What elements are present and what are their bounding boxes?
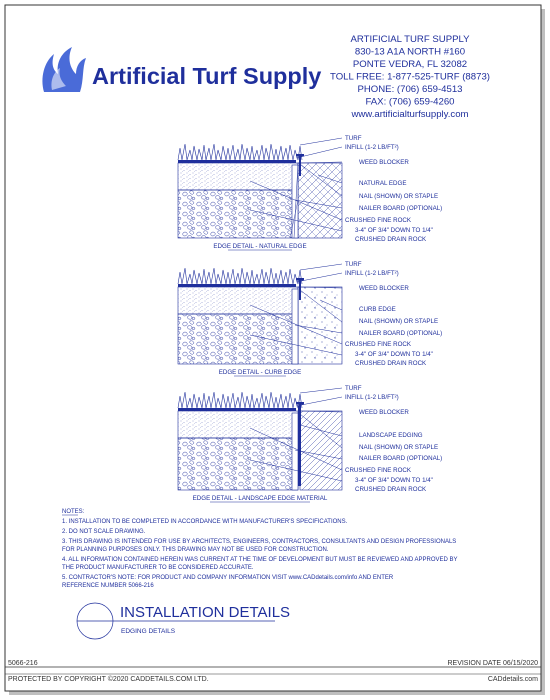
label-infill: INFILL (1-2 LB/FT²): [345, 394, 399, 401]
label-nailer-board: NAILER BOARD (OPTIONAL): [359, 330, 443, 337]
detail-caption: EDGE DETAIL - NATURAL EDGE: [213, 243, 307, 250]
drain-rock-layer: [178, 438, 298, 490]
note-line: 3. THIS DRAWING IS INTENDED FOR USE BY ARCHITECTS, ENGINEERS, CONTRACTORS, CONSULTANTS AND DESIGN PROFESSIONALS: [62, 539, 457, 545]
contact-line: TOLL FREE: 1-877-525-TURF (8873): [330, 71, 490, 83]
contact-website: www.artificialturfsupply.com: [351, 109, 469, 120]
note-line: 4. ALL INFORMATION CONTAINED HEREIN WAS CURRENT AT THE TIME OF DEVELOPMENT BUT MUST BE REVIEWED AND APPROVED BY: [62, 557, 458, 563]
drain-rock-layer: [178, 190, 298, 238]
label-infill: INFILL (1-2 LB/FT²): [345, 144, 399, 151]
label-fine-rock: CRUSHED FINE ROCK: [345, 467, 412, 474]
crushed-fine-rock-layer: [178, 287, 298, 314]
contact-line: 830-13 A1A NORTH #160: [354, 46, 466, 58]
label-drain-rock-size: 3-4" OF 3/4" DOWN TO 1/4": [355, 477, 433, 484]
landscape-soil: [300, 411, 342, 490]
concrete-curb: [298, 287, 342, 364]
crushed-fine-rock-layer: [178, 411, 298, 438]
note-line: THE PRODUCT MANUFACTURER TO BE CONSIDERED ACCURATE.: [62, 565, 254, 571]
drawing-subtitle: EDGING DETAILS: [121, 628, 176, 635]
turf-backing: [178, 408, 296, 411]
note-line: REFERENCE NUMBER 5066-216: [62, 583, 154, 589]
drain-rock-layer: [178, 314, 298, 364]
label-turf: TURF: [345, 385, 362, 392]
contact-line: ARTIFICIAL TURF SUPPLY: [350, 34, 470, 45]
contact-line: FAX: (706) 659-4260: [365, 96, 455, 108]
detail-caption: EDGE DETAIL - LANDSCAPE EDGE MATERIAL: [192, 495, 328, 502]
note-line: 1. INSTALLATION TO BE COMPLETED IN ACCORDANCE WITH MANUFACTURER'S SPECIFICATIONS.: [62, 519, 348, 525]
nailer-board: [292, 413, 298, 490]
label-nailer-board: NAILER BOARD (OPTIONAL): [359, 205, 443, 212]
label-nailer-board: NAILER BOARD (OPTIONAL): [359, 455, 443, 462]
note-line: FOR PLANNING PURPOSES ONLY. THIS DRAWING MAY NOT BE USED FOR CONSTRUCTION.: [62, 547, 329, 553]
label-weed-blocker: WEED BLOCKER: [359, 285, 409, 292]
label-edge-type: CURB EDGE: [359, 306, 396, 313]
drawing-title: INSTALLATION DETAILS: [120, 604, 291, 621]
notes-heading: NOTES:: [62, 509, 85, 515]
label-drain-rock-size: 3-4" OF 3/4" DOWN TO 1/4": [355, 227, 433, 234]
label-weed-blocker: WEED BLOCKER: [359, 159, 409, 166]
label-edge-type: NATURAL EDGE: [359, 180, 407, 187]
label-edge-type: LANDSCAPE EDGING: [359, 432, 423, 439]
label-nail: NAIL (SHOWN) OR STAPLE: [359, 193, 439, 200]
label-fine-rock: CRUSHED FINE ROCK: [345, 217, 412, 224]
crushed-fine-rock-layer: [178, 163, 298, 190]
note-line: 5. CONTRACTOR'S NOTE: FOR PRODUCT AND COMPANY INFORMATION VISIT www.CADdetails.com/info AND ENTER: [62, 575, 394, 581]
label-fine-rock: CRUSHED FINE ROCK: [345, 341, 412, 348]
turf-backing: [178, 160, 296, 163]
natural-soil-edge: [298, 163, 342, 238]
label-turf: TURF: [345, 261, 362, 268]
turf-backing: [178, 284, 296, 287]
label-infill: INFILL (1-2 LB/FT²): [345, 270, 399, 277]
company-logo-text: Artificial Turf Supply: [92, 63, 322, 89]
note-line: 2. DO NOT SCALE DRAWING.: [62, 529, 146, 535]
contact-line: PONTE VEDRA, FL 32082: [352, 59, 468, 70]
nail-shank: [299, 156, 301, 176]
revision-date: REVISION DATE 06/15/2020: [447, 660, 538, 667]
copyright-notice: PROTECTED BY COPYRIGHT ©2020 CADDETAILS.COM LTD.: [8, 676, 209, 683]
label-drain-rock: CRUSHED DRAIN ROCK: [355, 360, 427, 367]
reference-number: 5066-216: [8, 660, 38, 667]
contact-line: PHONE: (706) 659-4513: [357, 84, 463, 95]
detail-caption: EDGE DETAIL - CURB EDGE: [218, 369, 302, 376]
label-turf: TURF: [345, 135, 362, 142]
label-drain-rock: CRUSHED DRAIN ROCK: [355, 236, 427, 243]
label-drain-rock-size: 3-4" OF 3/4" DOWN TO 1/4": [355, 351, 433, 358]
label-weed-blocker: WEED BLOCKER: [359, 409, 409, 416]
nailer-board: [292, 289, 298, 364]
label-nail: NAIL (SHOWN) OR STAPLE: [359, 444, 439, 451]
caddetails-link[interactable]: CADdetails.com: [487, 676, 538, 683]
label-drain-rock: CRUSHED DRAIN ROCK: [355, 486, 427, 493]
label-nail: NAIL (SHOWN) OR STAPLE: [359, 318, 439, 325]
